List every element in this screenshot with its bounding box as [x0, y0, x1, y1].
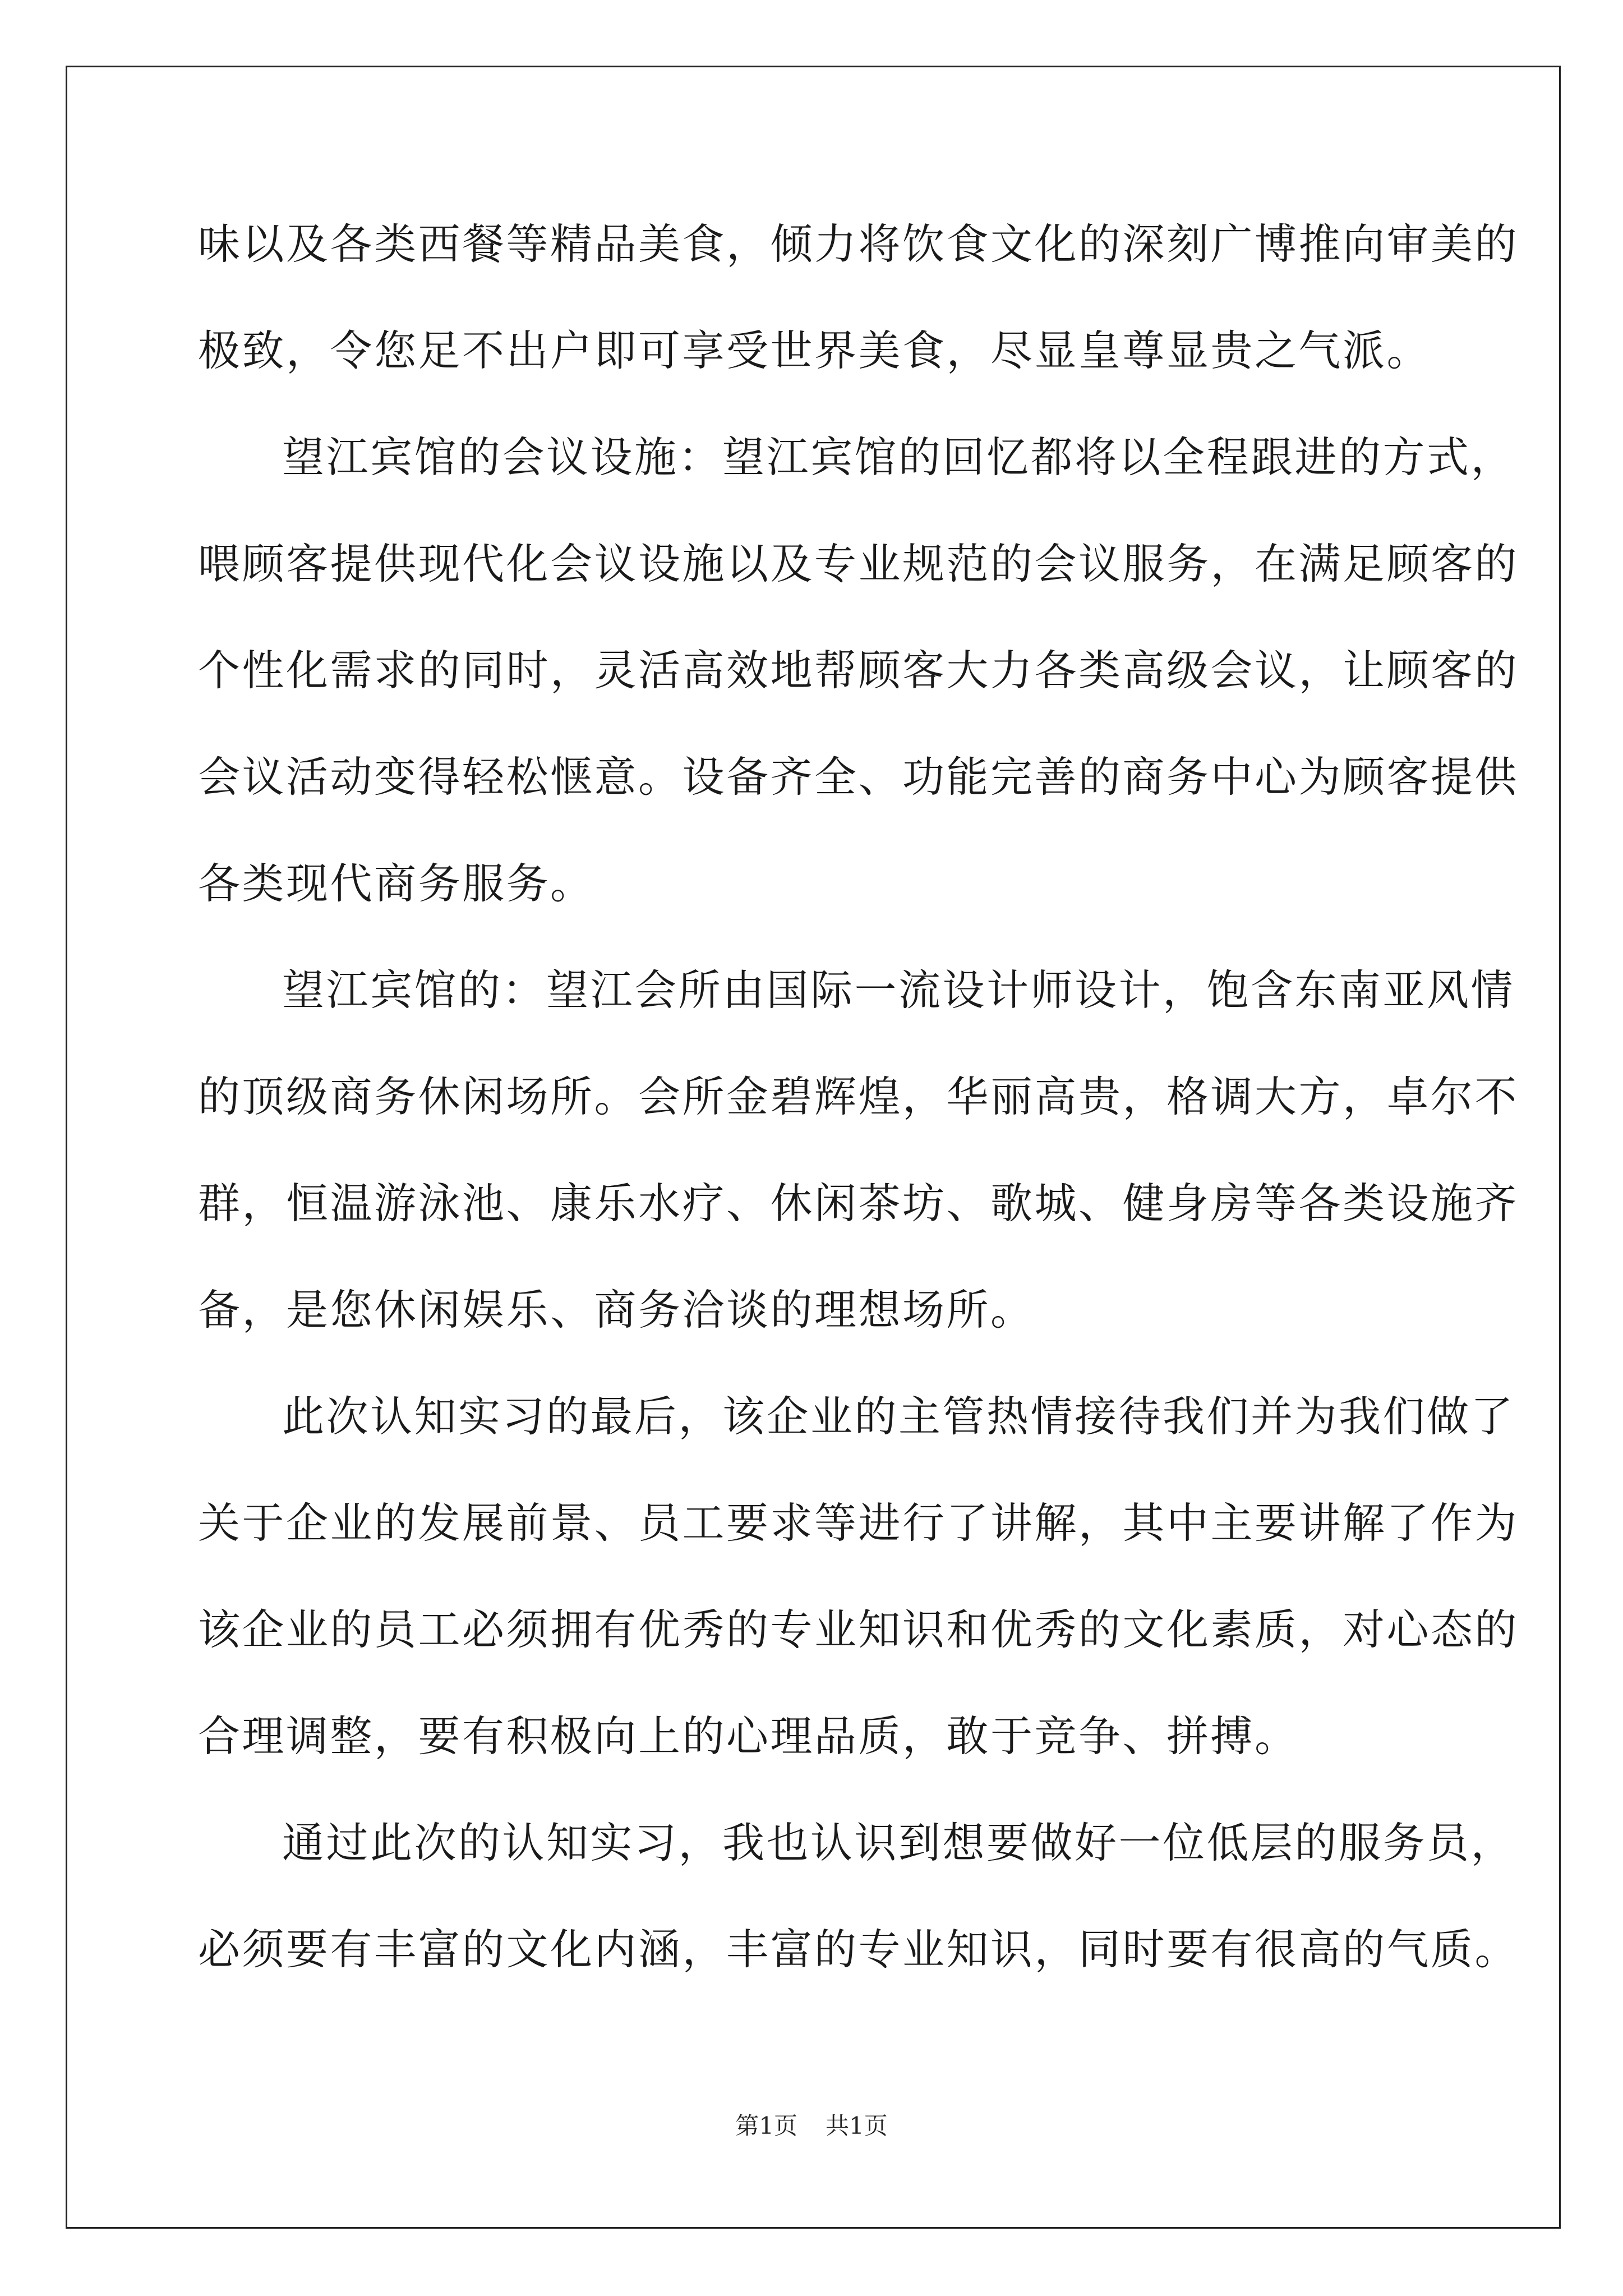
text-line: 备，是您休闲娱乐、商务洽谈的理想场所。 — [198, 1285, 1035, 1335]
text-line: 极致，令您足不出户即可享受世界美食，尽显皇尊显贵之气派。 — [198, 326, 1431, 375]
text-line: 必须要有丰富的文化内涵，丰富的专业知识，同时要有很高的气质。 — [198, 1925, 1519, 1974]
text-line: 喂顾客提供现代化会议设施以及专业规范的会议服务，在满足顾客的 — [198, 539, 1519, 588]
text-line: 该企业的员工必须拥有优秀的专业知识和优秀的文化素质，对心态的 — [198, 1605, 1519, 1654]
paragraph-start-line: 望江宾馆的：望江会所由国际一流设计师设计，饱含东南亚风情 — [282, 965, 1515, 1015]
text-line: 个性化需求的同时，灵活高效地帮顾客大力各类高级会议，让顾客的 — [198, 646, 1519, 695]
paragraph-start-line: 望江宾馆的会议设施：望江宾馆的回忆都将以全程跟进的方式， — [282, 432, 1515, 482]
text-line: 会议活动变得轻松惬意。设备齐全、功能完善的商务中心为顾客提供 — [198, 752, 1519, 802]
text-line: 的顶级商务休闲场所。会所金碧辉煌，华丽高贵，格调大方，卓尔不 — [198, 1072, 1519, 1121]
page-border — [66, 66, 1561, 2229]
text-line: 关于企业的发展前景、员工要求等进行了讲解，其中主要讲解了作为 — [198, 1498, 1519, 1548]
paragraph-start-line: 此次认知实习的最后，该企业的主管热情接待我们并为我们做了 — [282, 1392, 1515, 1441]
page-total: 共1页 — [826, 2112, 888, 2139]
text-line: 味以及各类西餐等精品美食，倾力将饮食文化的深刻广博推向审美的 — [198, 219, 1519, 269]
text-line: 合理调整，要有积极向上的心理品质，敢于竞争、拼搏。 — [198, 1711, 1299, 1761]
paragraph-start-line: 通过此次的认知实习，我也认识到想要做好一位低层的服务员， — [282, 1818, 1515, 1867]
page-number: 第1页 — [735, 2112, 797, 2139]
text-line: 各类现代商务服务。 — [198, 859, 594, 908]
page-footer — [0, 2109, 1623, 2143]
text-line: 群，恒温游泳池、康乐水疗、休闲茶坊、歌城、健身房等各类设施齐 — [198, 1179, 1519, 1228]
